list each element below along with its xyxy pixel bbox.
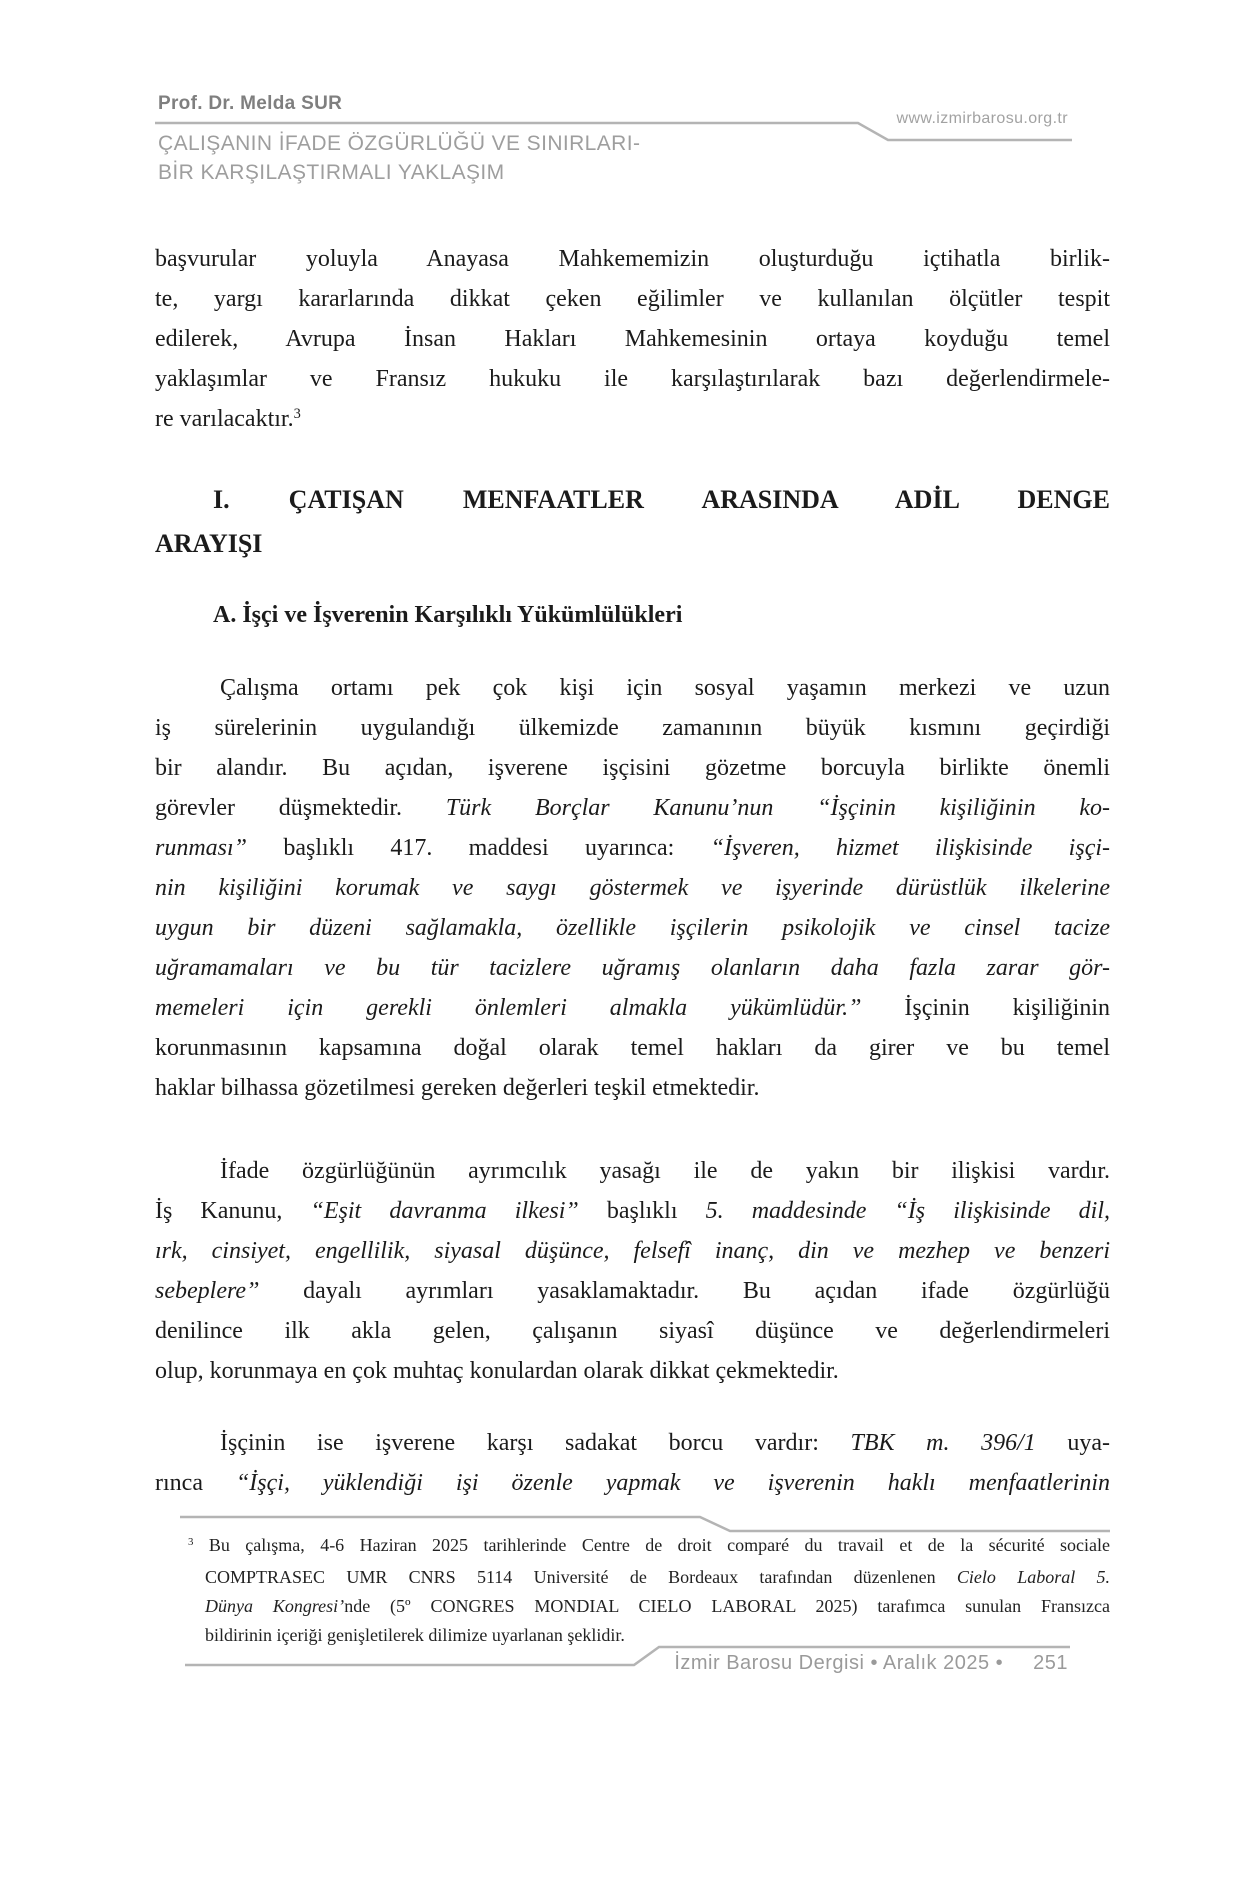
text-line: [155, 1151, 1110, 1191]
text-segment: runması”: [155, 835, 248, 861]
text-segment: görevler düşmektedir.: [155, 795, 446, 821]
text-line: [155, 1028, 1110, 1068]
subsection-heading-a: [155, 595, 1110, 635]
text-segment: uğramamaları ve bu tür tacizlere uğramış olanların daha fazla zarar gör-: [155, 955, 1110, 981]
text-segment: TBK m. 396/1: [850, 1430, 1036, 1456]
text-line: [188, 1621, 1110, 1650]
text-segment: İfade özgürlüğünün ayrımcılık yasağı ile de yakın bir ilişkisi vardır.: [220, 1158, 1110, 1184]
text-segment: 3: [188, 1536, 194, 1549]
text-segment: “İşçi, yüklendiği işi özenle yapmak ve işverenin haklı menfaatlerinin: [235, 1470, 1110, 1496]
text-segment: uygun bir düzeni sağlamakla, özellikle işçilerin psikolojik ve cinsel tacize: [155, 915, 1110, 941]
text-line: [155, 239, 1110, 279]
text-segment: re varılacaktır.: [155, 406, 294, 432]
text-segment: nde (5º CONGRES MONDIAL CIELO LABORAL 2025) tarafımca sunulan Fransızca: [344, 1596, 1110, 1616]
text-segment: “İşveren, hizmet ilişkisinde işçi-: [710, 835, 1111, 861]
text-line: [155, 748, 1110, 788]
footnote: [188, 1531, 1110, 1650]
text-line: [155, 1423, 1110, 1463]
text-segment: te, yargı kararlarında dikkat çeken eğilimler ve kullanılan ölçütler tespit: [155, 286, 1110, 312]
text-segment: bildirinin içeriği genişletilerek dilimize uyarlanan şeklidir.: [205, 1625, 625, 1645]
text-line: [155, 1231, 1110, 1271]
text-segment: edilerek, Avrupa İnsan Hakları Mahkemesinin ortaya koyduğu temel: [155, 326, 1110, 352]
text-line: [155, 868, 1110, 908]
text-segment: A. İşçi ve İşverenin Karşılıklı Yükümlülükleri: [213, 602, 683, 628]
text-segment: başlıklı: [578, 1198, 706, 1224]
text-segment: I. ÇATIŞAN MENFAATLER ARASINDA ADİL DENGE: [213, 485, 1110, 514]
text-line: [155, 399, 1110, 442]
text-segment: 3: [293, 406, 301, 423]
text-segment: korunmasının kapsamına doğal olarak temel hakları da girer ve bu temel: [155, 1035, 1110, 1061]
text-line: [155, 788, 1110, 828]
text-segment: COMPTRASEC UMR CNRS 5114 Université de Bordeaux tarafından düzenlenen: [205, 1567, 957, 1587]
text-line: [188, 1531, 1110, 1563]
paragraph-1: [155, 239, 1110, 442]
text-line: [155, 319, 1110, 359]
text-segment: olup, korunmaya en çok muhtaç konulardan olarak dikkat çekmektedir.: [155, 1358, 839, 1384]
text-segment: başvurular yoluyla Anayasa Mahkememizin oluşturduğu içtihatla birlik-: [155, 246, 1110, 272]
text-line: [155, 708, 1110, 748]
text-line: [155, 948, 1110, 988]
text-segment: dayalı ayrımları yasaklamaktadır. Bu açıdan ifade özgürlüğü: [259, 1278, 1110, 1304]
footer-journal-label: İzmir Barosu Dergisi • Aralık 2025 •: [674, 1652, 1004, 1674]
text-line: [155, 988, 1110, 1028]
text-line: [155, 1311, 1110, 1351]
text-segment: İş Kanunu,: [155, 1198, 311, 1224]
section-heading-1: [155, 478, 1110, 566]
text-segment: Cielo Laboral 5.: [956, 1567, 1111, 1587]
text-segment: İşçinin ise işverene karşı sadakat borcu vardır:: [220, 1430, 851, 1456]
text-segment: Bu çalışma, 4-6 Haziran 2025 tarihlerinde Centre de droit comparé du travail et de la sécurité sociale: [193, 1535, 1110, 1555]
journal-website-url: www.izmirbarosu.org.tr: [896, 110, 1068, 127]
text-line: [188, 1592, 1110, 1621]
text-line: [155, 908, 1110, 948]
text-segment: Dünya Kongresi’: [205, 1596, 345, 1616]
text-segment: başlıklı 417. maddesi uyarınca:: [247, 835, 711, 861]
text-segment: memeleri için gerekli önlemleri almakla yükümlüdür.”: [155, 995, 862, 1021]
text-segment: haklar bilhassa gözetilmesi gereken değerleri teşkil etmektedir.: [155, 1075, 760, 1101]
paragraph-3: [155, 1151, 1110, 1391]
page-number: 251: [1033, 1652, 1068, 1674]
text-line: [155, 359, 1110, 399]
text-line: [155, 595, 1110, 635]
text-segment: nin kişiliğini korumak ve saygı göstermek ve işyerinde dürüstlük ilkelerine: [155, 875, 1110, 901]
text-line: [155, 1271, 1110, 1311]
text-segment: iş sürelerinin uygulandığı ülkemizde zamanının büyük kısmını geçirdiği: [155, 715, 1110, 741]
text-line: [155, 478, 1110, 522]
text-segment: “Eşit davranma ilkesi”: [310, 1198, 579, 1224]
paragraph-2: [155, 668, 1110, 1108]
author-name: Prof. Dr. Melda SUR: [158, 93, 343, 114]
text-segment: Çalışma ortamı pek çok kişi için sosyal yaşamın merkezi ve uzun: [220, 675, 1110, 701]
text-line: [155, 1463, 1110, 1503]
text-segment: bir alandır. Bu açıdan, işverene işçisini gözetme borcuyla birlikte önemli: [155, 755, 1110, 781]
text-segment: yaklaşımlar ve Fransız hukuku ile karşılaştırılarak bazı değerlendirmele-: [155, 366, 1110, 392]
text-line: [188, 1563, 1110, 1592]
text-segment: sebeplere”: [155, 1278, 260, 1304]
text-segment: ırk, cinsiyet, engellilik, siyasal düşünce, felsefî inanç, din ve mezhep ve benzeri: [155, 1238, 1110, 1264]
article-title: [158, 129, 640, 187]
page-footer: [674, 1652, 1068, 1675]
text-line: [155, 522, 1110, 566]
text-line: [155, 828, 1110, 868]
footnote-divider-line: [180, 1517, 1110, 1531]
text-segment: İşçinin kişiliğinin: [861, 995, 1110, 1021]
text-line: [155, 1351, 1110, 1391]
text-segment: rınca: [155, 1470, 236, 1496]
text-line: [155, 279, 1110, 319]
text-segment: Türk Borçlar Kanunu’nun “İşçinin kişiliğinin ko-: [445, 795, 1111, 821]
text-segment: denilince ilk akla gelen, çalışanın siyasî düşünce ve değerlendirmeleri: [155, 1318, 1110, 1344]
text-segment: ARAYIŞI: [155, 529, 263, 558]
text-segment: uya-: [1035, 1430, 1110, 1456]
text-line: [155, 668, 1110, 708]
article-title-line-2: BİR KARŞILAŞTIRMALI YAKLAŞIM: [158, 161, 505, 184]
text-segment: 5. maddesinde “İş ilişkisinde dil,: [705, 1198, 1111, 1224]
article-title-line-1: ÇALIŞANIN İFADE ÖZGÜRLÜĞÜ VE SINIRLARI-: [158, 132, 641, 155]
text-line: [155, 1191, 1110, 1231]
text-line: [155, 1068, 1110, 1108]
paragraph-4: [155, 1423, 1110, 1503]
